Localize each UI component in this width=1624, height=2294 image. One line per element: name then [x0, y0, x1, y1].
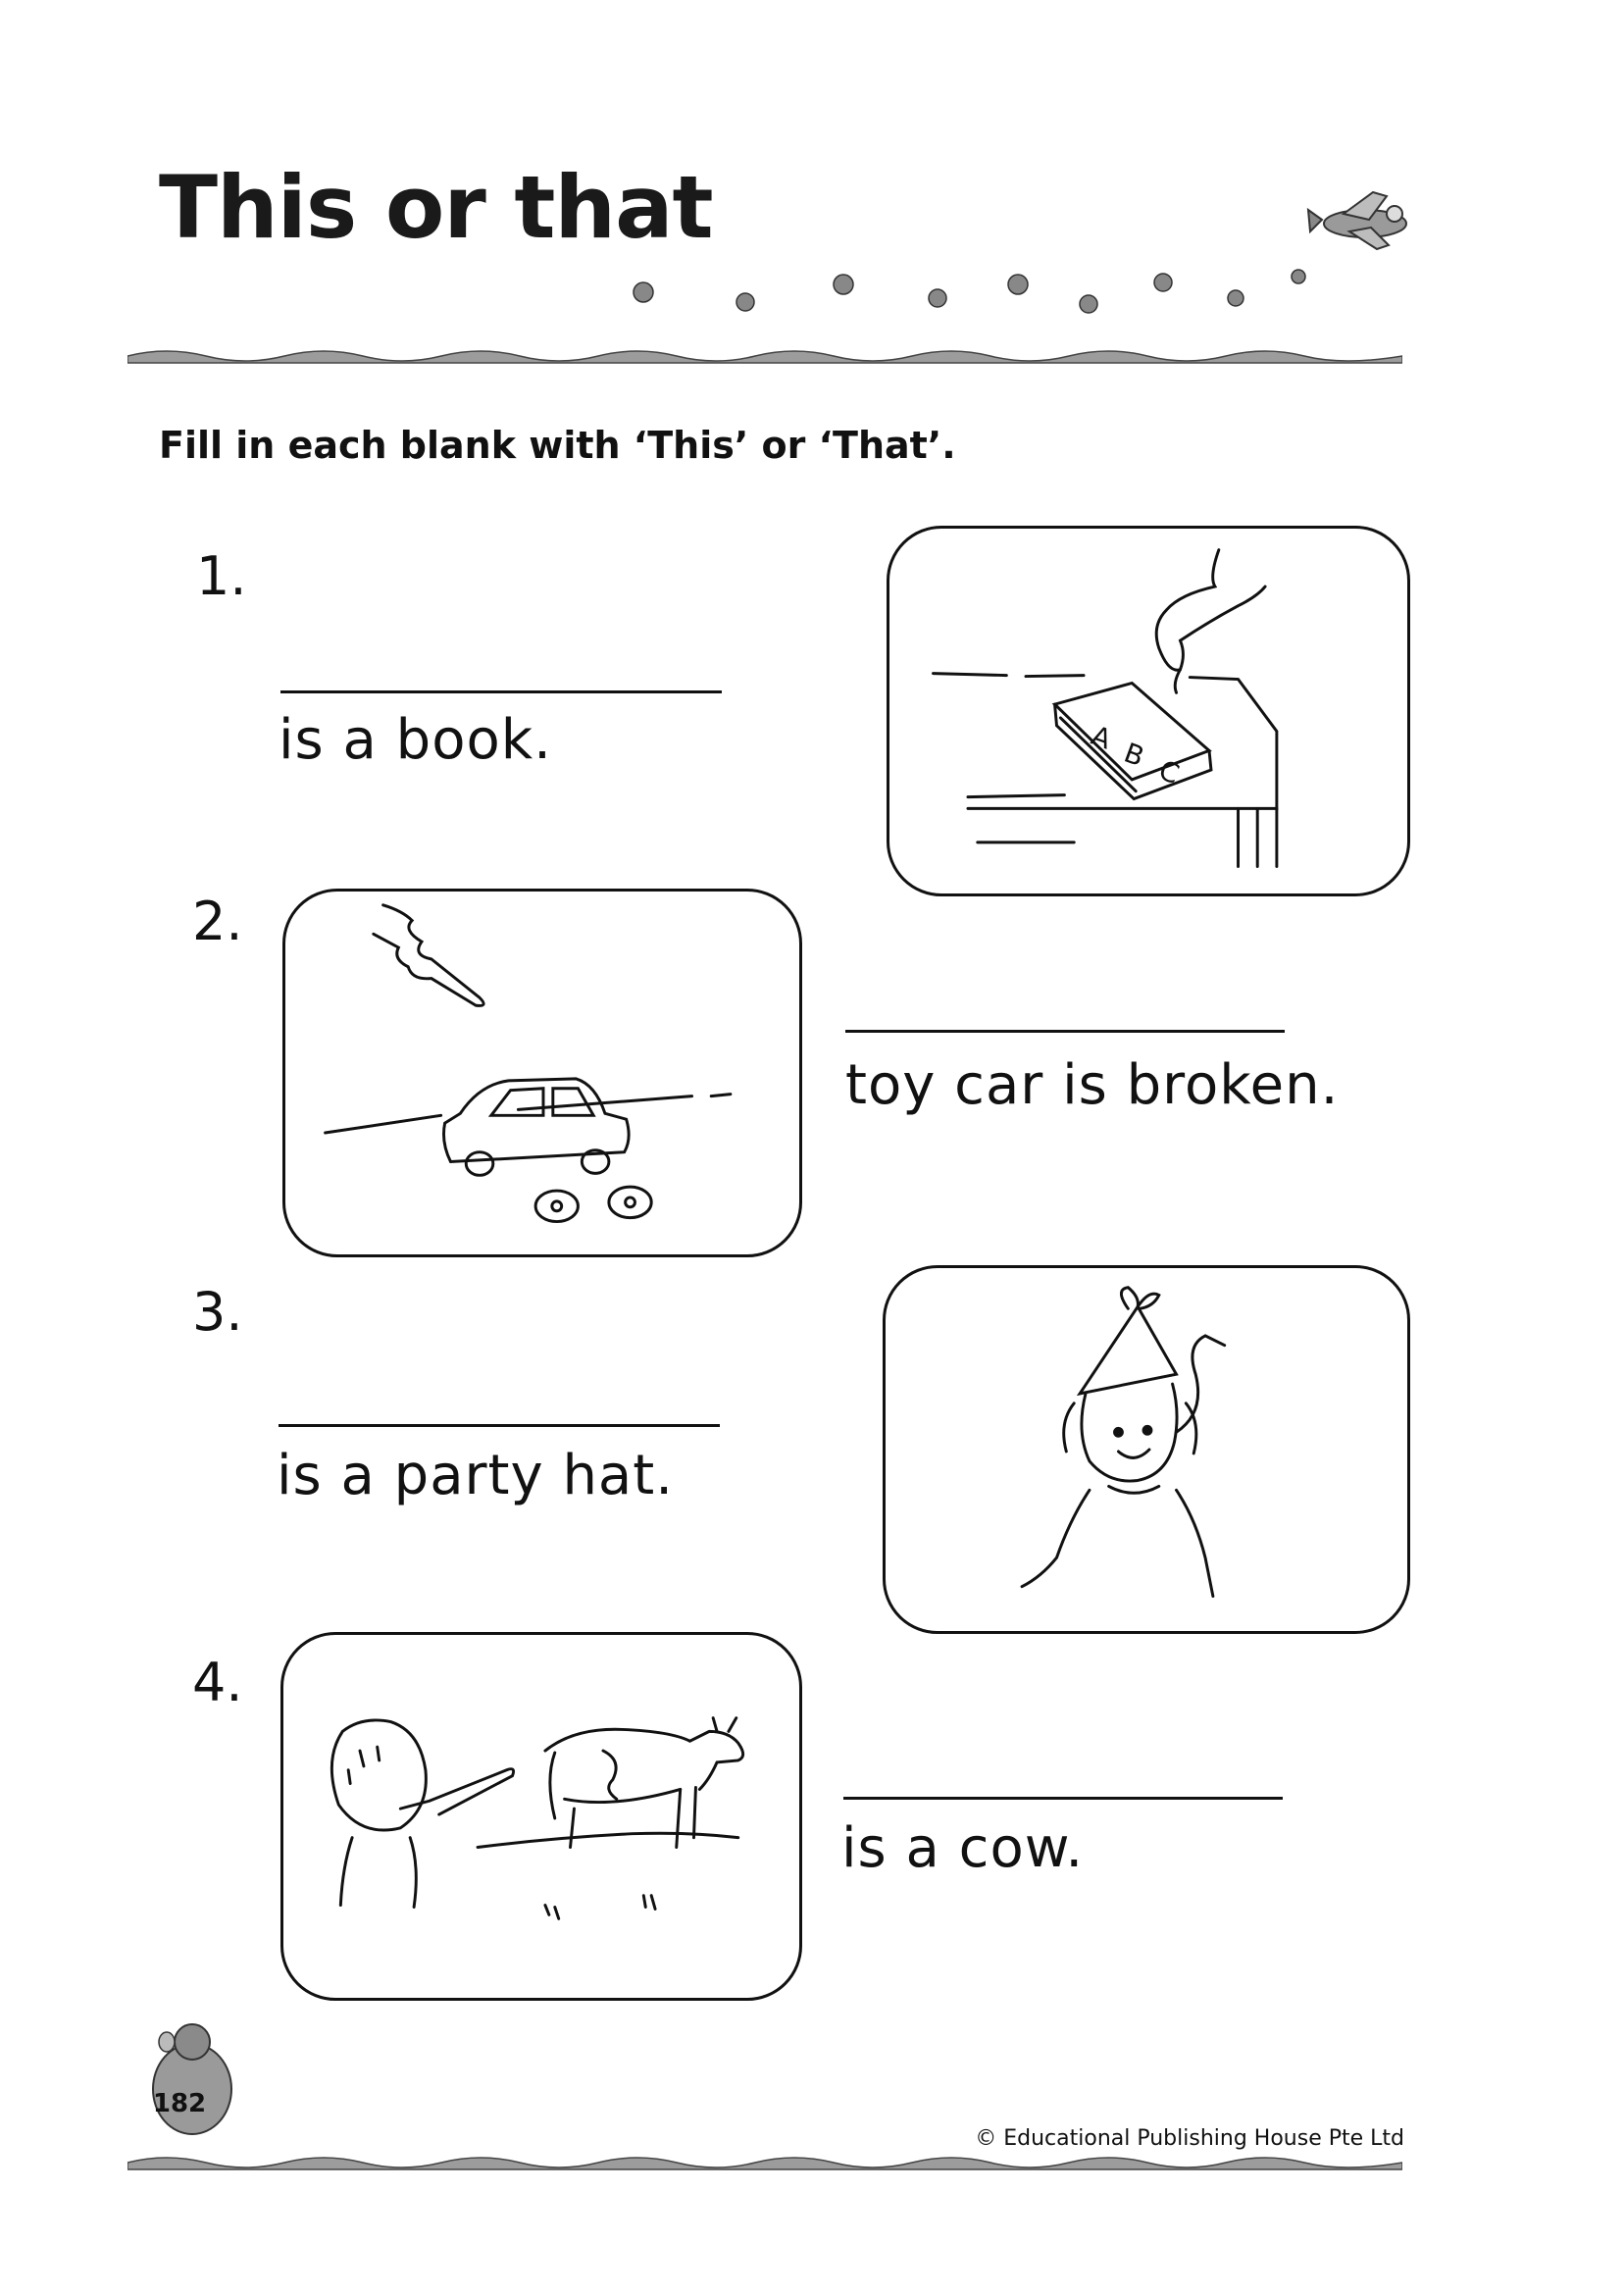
- question-sentence: toy car is broken.: [845, 1053, 1340, 1117]
- copyright-text: © Educational Publishing House Pte Ltd: [975, 2126, 1404, 2151]
- question-number: 3.: [192, 1281, 243, 1343]
- svg-text:C: C: [1154, 754, 1184, 791]
- svg-text:B: B: [1120, 737, 1148, 774]
- question-sentence: is a party hat.: [277, 1444, 675, 1507]
- girl-in-party-hat-icon: [886, 1268, 1407, 1631]
- airplane-icon: [1304, 184, 1422, 253]
- question-sentence: is a cow.: [841, 1816, 1085, 1880]
- hand-touching-book-icon: [889, 529, 1407, 893]
- top-divider: [127, 341, 1402, 371]
- mascot-icon: [137, 2020, 245, 2138]
- answer-blank[interactable]: [280, 690, 722, 693]
- page-number: 182: [152, 2089, 207, 2118]
- worksheet-title: This or that: [159, 157, 713, 258]
- boy-pointing-cow-icon: [283, 1635, 799, 1998]
- hand-pointing-toy-car-icon: [285, 892, 799, 1254]
- flower-trail-decoration: [618, 255, 1324, 324]
- instruction-text: Fill in each blank with ‘This’ or ‘That’.: [159, 424, 956, 467]
- picture-frame: [883, 1265, 1410, 1634]
- bottom-divider: [127, 2148, 1402, 2177]
- question-number: 1.: [196, 545, 247, 607]
- answer-blank[interactable]: [279, 1424, 720, 1427]
- picture-frame: [280, 1632, 802, 2001]
- picture-frame: [282, 889, 802, 1257]
- answer-blank[interactable]: [845, 1030, 1285, 1033]
- svg-text:A: A: [1087, 719, 1116, 756]
- question-sentence: is a book.: [279, 708, 552, 772]
- answer-blank[interactable]: [843, 1797, 1283, 1800]
- question-number: 4.: [192, 1652, 243, 1713]
- question-number: 2.: [192, 891, 243, 952]
- picture-frame: [887, 526, 1410, 896]
